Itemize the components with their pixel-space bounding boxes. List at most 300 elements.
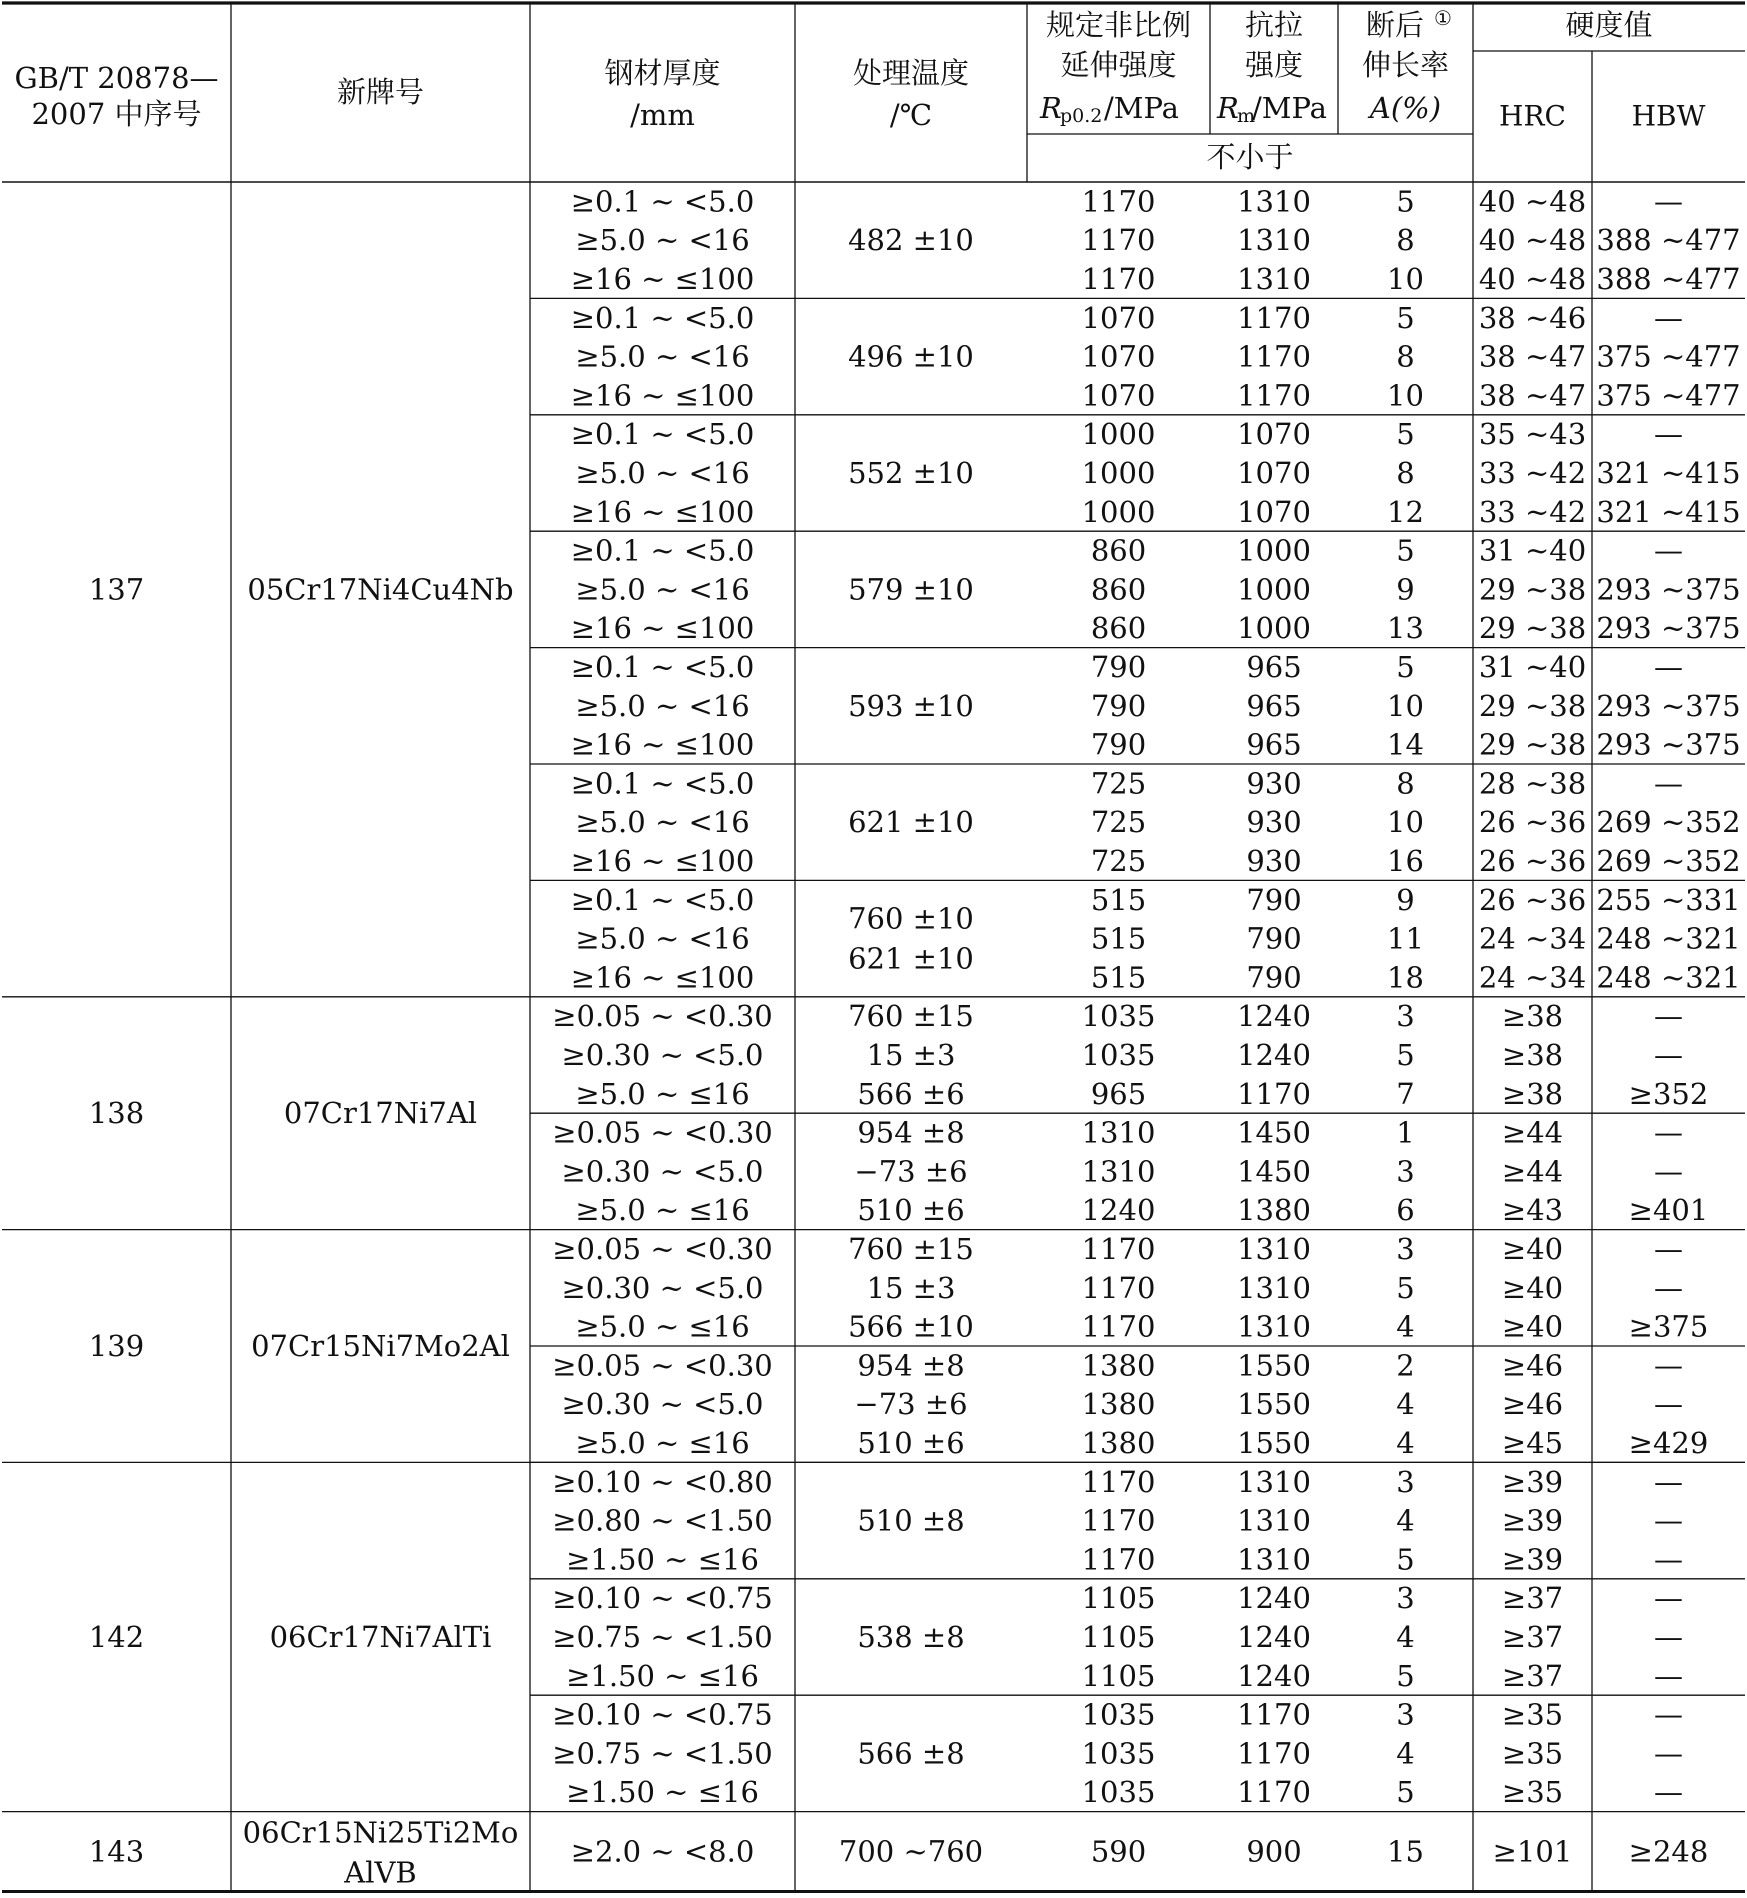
thickness-cell: ≥16 ~ ≤100 [570,378,755,413]
elongation-cell: 4 [1396,1503,1415,1538]
hbw-cell: 321 ~415 [1596,456,1741,490]
rp-cell: 515 [1090,921,1147,956]
hrc-cell: ≥40 [1501,1232,1564,1266]
hbw-cell: — [1654,1697,1683,1732]
header-seq-line2: 2007 中序号 [31,97,202,131]
hrc-cell: ≥38 [1501,999,1564,1034]
thickness-cell: ≥0.1 ~ <5.0 [570,417,755,452]
elongation-cell: 5 [1396,417,1415,452]
rm-cell: 790 [1246,921,1302,956]
header-elong-line1: 断后 [1365,8,1425,42]
rp-cell: 1170 [1081,1503,1156,1538]
elongation-cell: 5 [1396,1775,1415,1810]
header-hbw: HBW [1631,99,1706,133]
hrc-cell: ≥45 [1501,1426,1564,1460]
header-thickness-line2: /mm [630,98,695,132]
hbw-cell: 388 ~477 [1596,223,1741,258]
thickness-cell: ≥16 ~ ≤100 [570,262,755,296]
hrc-cell: ≥35 [1501,1775,1564,1810]
hbw-cell: 293 ~375 [1596,572,1741,607]
hrc-cell: 29 ~38 [1478,572,1587,607]
rp-cell: 1380 [1081,1426,1156,1460]
rm-cell: 1550 [1237,1426,1311,1460]
thickness-cell: ≥5.0 ~ <16 [575,339,750,374]
rp-cell: 1035 [1081,999,1156,1034]
hrc-cell: ≥101 [1492,1834,1573,1869]
elongation-cell: 4 [1396,1387,1415,1422]
temp-cell: 593 ±10 [848,688,974,723]
rm-cell: 1550 [1237,1387,1311,1422]
rm-cell: 1070 [1237,494,1311,529]
rm-cell: 790 [1246,882,1302,917]
thickness-cell: ≥5.0 ~ <16 [575,456,750,490]
rp-cell: 1380 [1081,1348,1156,1383]
header-grade: 新牌号 [336,75,425,109]
hrc-cell: 29 ~38 [1478,611,1587,646]
temp-cell: 954 ±8 [857,1348,965,1383]
elongation-cell: 5 [1396,650,1415,684]
hbw-cell: — [1654,1464,1683,1499]
hbw-cell: 248 ~321 [1596,960,1741,995]
rp-cell: 790 [1090,727,1147,762]
rm-cell: 1310 [1237,262,1311,296]
seq-cell: 143 [88,1834,145,1869]
hbw-cell: — [1654,533,1683,568]
hrc-cell: ≥39 [1501,1464,1564,1499]
elongation-cell: 9 [1396,882,1415,917]
header-rm-unit: /MPa [1252,91,1327,125]
hrc-cell: ≥38 [1501,1038,1564,1072]
header-rm-symbol: R [1217,91,1239,125]
temp-cell: 510 ±8 [857,1503,965,1538]
temp-cell: 510 ±6 [857,1426,965,1460]
rm-cell: 930 [1246,805,1302,840]
elongation-cell: 11 [1387,921,1424,956]
header-temp-line2: /℃ [889,98,933,132]
rm-cell: 965 [1246,650,1302,684]
grade-cell: 06Cr15Ni25Ti2Mo [242,1815,519,1850]
elongation-cell: 5 [1396,1542,1415,1577]
hbw-cell: ≥429 [1628,1426,1709,1460]
hbw-cell: — [1654,1038,1683,1072]
thickness-cell: ≥5.0 ~ <16 [575,223,750,258]
elongation-cell: 14 [1387,727,1424,762]
hrc-cell: ≥43 [1501,1193,1564,1228]
rm-cell: 1240 [1237,1038,1311,1072]
hrc-cell: 26 ~36 [1478,844,1587,878]
header-rp-subscript: p0.2 [1060,105,1103,127]
rm-cell: 1000 [1237,611,1311,646]
rp-cell: 1170 [1081,1270,1156,1305]
elongation-cell: 5 [1396,1038,1415,1072]
temp-cell: 538 ±8 [857,1620,965,1654]
hbw-cell: 269 ~352 [1596,844,1741,878]
hbw-cell: — [1654,1270,1683,1305]
rm-cell: 1310 [1237,223,1311,258]
thickness-cell: ≥5.0 ~ ≤16 [575,1309,750,1344]
rp-cell: 725 [1090,844,1147,878]
header-rp-unit: /MPa [1104,91,1179,125]
elongation-cell: 13 [1387,611,1424,646]
elongation-cell: 18 [1387,960,1424,995]
temp-cell: 552 ±10 [848,456,974,490]
elongation-cell: 8 [1396,766,1415,801]
rp-cell: 790 [1090,688,1147,723]
thickness-cell: ≥0.1 ~ <5.0 [570,184,755,219]
header-rm-line1: 抗拉 [1244,8,1304,42]
seq-cell: 137 [88,572,145,607]
rm-cell: 1310 [1237,1309,1311,1344]
thickness-cell: ≥0.75 ~ <1.50 [552,1736,773,1771]
header-temp-line1: 处理温度 [852,56,970,90]
rm-cell: 1000 [1237,533,1311,568]
hbw-cell: ≥375 [1628,1309,1709,1344]
hrc-cell: 24 ~34 [1478,921,1587,956]
hbw-cell: — [1654,1387,1683,1422]
hbw-cell: — [1654,1581,1683,1616]
rp-cell: 1000 [1081,456,1156,490]
thickness-cell: ≥1.50 ~ ≤16 [566,1542,759,1577]
rm-cell: 1240 [1237,1581,1311,1616]
hbw-cell: 293 ~375 [1596,727,1741,762]
temp-cell: 700 ~760 [838,1834,984,1869]
hbw-cell: 269 ~352 [1596,805,1741,840]
elongation-cell: 6 [1396,1193,1415,1228]
hrc-cell: ≥39 [1501,1542,1564,1577]
rp-cell: 1070 [1081,300,1156,335]
rp-cell: 790 [1090,650,1147,684]
rm-cell: 1450 [1237,1154,1311,1189]
hbw-cell: — [1654,1736,1683,1771]
rp-cell: 590 [1090,1834,1147,1869]
thickness-cell: ≥0.30 ~ <5.0 [561,1038,764,1072]
hrc-cell: 40 ~48 [1478,262,1587,296]
rp-cell: 1170 [1081,1232,1156,1266]
rm-cell: 1170 [1237,1076,1311,1111]
temp-cell: 566 ±10 [848,1309,974,1344]
rm-cell: 1170 [1237,1775,1311,1810]
thickness-cell: ≥0.80 ~ <1.50 [552,1503,773,1538]
hbw-cell: — [1654,1542,1683,1577]
rm-cell: 1170 [1237,378,1311,413]
thickness-cell: ≥0.30 ~ <5.0 [561,1270,764,1305]
thickness-cell: ≥0.1 ~ <5.0 [570,766,755,801]
elongation-cell: 3 [1396,1232,1415,1266]
rm-cell: 1070 [1237,456,1311,490]
hbw-cell: ≥401 [1628,1193,1709,1228]
temp-cell: 566 ±6 [857,1076,965,1111]
temp-cell: 621 ±10 [848,941,974,976]
hbw-cell: — [1654,184,1683,219]
hbw-cell: 293 ~375 [1596,688,1741,723]
rp-cell: 1170 [1081,1464,1156,1499]
hbw-cell: — [1654,300,1683,335]
rp-cell: 1035 [1081,1038,1156,1072]
elongation-cell: 15 [1387,1834,1424,1869]
elongation-cell: 8 [1396,456,1415,490]
elongation-cell: 1 [1396,1115,1415,1150]
elongation-cell: 5 [1396,1270,1415,1305]
hbw-cell: 388 ~477 [1596,262,1741,296]
thickness-cell: ≥2.0 ~ <8.0 [570,1834,755,1869]
hbw-cell: — [1654,1232,1683,1266]
temp-cell: 760 ±15 [848,999,974,1034]
temp-cell: 510 ±6 [857,1193,965,1228]
elongation-cell: 2 [1396,1348,1415,1383]
hrc-cell: 29 ~38 [1478,727,1587,762]
seq-cell: 139 [88,1329,145,1363]
elongation-cell: 16 [1387,844,1424,878]
header-rm-subscript: m [1237,105,1256,127]
rp-cell: 860 [1090,572,1147,607]
temp-cell: 760 ±10 [848,901,974,936]
hbw-cell: 293 ~375 [1596,611,1741,646]
rp-cell: 1000 [1081,494,1156,529]
hrc-cell: 33 ~42 [1478,494,1587,529]
rp-cell: 515 [1090,882,1147,917]
temp-cell: 954 ±8 [857,1115,965,1150]
rm-cell: 790 [1246,960,1302,995]
elongation-cell: 5 [1396,184,1415,219]
thickness-cell: ≥5.0 ~ ≤16 [575,1076,750,1111]
thickness-cell: ≥5.0 ~ ≤16 [575,1193,750,1228]
thickness-cell: ≥0.1 ~ <5.0 [570,533,755,568]
elongation-cell: 8 [1396,223,1415,258]
elongation-cell: 5 [1396,300,1415,335]
hbw-cell: 375 ~477 [1596,378,1741,413]
thickness-cell: ≥0.05 ~ <0.30 [552,1348,773,1383]
rm-cell: 1310 [1237,1270,1311,1305]
hrc-cell: 33 ~42 [1478,456,1587,490]
hrc-cell: ≥35 [1501,1697,1564,1732]
elongation-cell: 3 [1396,1464,1415,1499]
hrc-cell: 29 ~38 [1478,688,1587,723]
thickness-cell: ≥16 ~ ≤100 [570,611,755,646]
thickness-cell: ≥0.05 ~ <0.30 [552,999,773,1034]
hrc-cell: 26 ~36 [1478,805,1587,840]
elongation-cell: 4 [1396,1736,1415,1771]
hrc-cell: 38 ~46 [1478,300,1587,335]
hbw-cell: — [1654,1658,1683,1693]
hrc-cell: ≥37 [1501,1620,1564,1654]
thickness-cell: ≥0.30 ~ <5.0 [561,1387,764,1422]
hrc-cell: ≥38 [1501,1076,1564,1111]
rm-cell: 1170 [1237,339,1311,374]
rm-cell: 1170 [1237,1736,1311,1771]
hrc-cell: ≥46 [1501,1348,1564,1383]
rp-cell: 1105 [1081,1658,1156,1693]
rp-cell: 1000 [1081,417,1156,452]
hbw-cell: — [1654,1620,1683,1654]
hrc-cell: ≥46 [1501,1387,1564,1422]
rm-cell: 1170 [1237,1697,1311,1732]
hrc-cell: 40 ~48 [1478,184,1587,219]
footnote-marker: ① [1434,6,1452,30]
thickness-cell: ≥0.10 ~ <0.80 [552,1464,773,1499]
rp-cell: 1170 [1081,262,1156,296]
hbw-cell: — [1654,1115,1683,1150]
seq-cell: 142 [88,1620,145,1654]
rm-cell: 1240 [1237,1658,1311,1693]
hbw-cell: ≥352 [1628,1076,1709,1111]
thickness-cell: ≥5.0 ~ <16 [575,805,750,840]
grade-cell: 05Cr17Ni4Cu4Nb [247,572,514,607]
rm-cell: 1310 [1237,1542,1311,1577]
elongation-cell: 10 [1387,378,1424,413]
thickness-cell: ≥1.50 ~ ≤16 [566,1658,759,1693]
rm-cell: 1240 [1237,1620,1311,1654]
header-thickness-line1: 钢材厚度 [604,56,721,90]
rm-cell: 930 [1246,844,1302,878]
rp-cell: 1170 [1081,184,1156,219]
thickness-cell: ≥16 ~ ≤100 [570,494,755,529]
elongation-cell: 5 [1396,533,1415,568]
rp-cell: 1170 [1081,1542,1156,1577]
elongation-cell: 8 [1396,339,1415,374]
hrc-cell: ≥44 [1501,1115,1564,1150]
temp-cell: 579 ±10 [848,572,974,607]
hbw-cell: 255 ~331 [1596,882,1741,917]
header-min-note: 不小于 [1206,140,1294,174]
thickness-cell: ≥0.1 ~ <5.0 [570,300,755,335]
hrc-cell: 31 ~40 [1478,650,1587,684]
seq-cell: 138 [88,1096,145,1131]
elongation-cell: 3 [1396,999,1415,1034]
rm-cell: 965 [1246,688,1302,723]
hrc-cell: 40 ~48 [1478,223,1587,258]
rp-cell: 1070 [1081,339,1156,374]
thickness-cell: ≥16 ~ ≤100 [570,727,755,762]
hrc-cell: ≥40 [1501,1309,1564,1344]
hbw-cell: ≥248 [1628,1834,1709,1869]
header-rm-line2: 强度 [1244,48,1304,82]
rp-cell: 1310 [1081,1115,1156,1150]
thickness-cell: ≥5.0 ~ <16 [575,688,750,723]
thickness-cell: ≥0.1 ~ <5.0 [570,650,755,684]
temp-cell: 15 ±3 [866,1038,956,1072]
elongation-cell: 3 [1396,1581,1415,1616]
thickness-cell: ≥0.75 ~ <1.50 [552,1620,773,1654]
hbw-cell: — [1654,1154,1683,1189]
rm-cell: 965 [1246,727,1302,762]
rp-cell: 1035 [1081,1775,1156,1810]
temp-cell: −73 ±6 [854,1387,968,1422]
hrc-cell: 28 ~38 [1478,766,1587,801]
rp-cell: 1105 [1081,1620,1156,1654]
hbw-cell: 375 ~477 [1596,339,1741,374]
elongation-cell: 12 [1387,494,1424,529]
thickness-cell: ≥0.10 ~ <0.75 [552,1581,773,1616]
header-hrc: HRC [1499,99,1566,133]
elongation-cell: 3 [1396,1697,1415,1732]
hbw-cell: — [1654,1503,1683,1538]
thickness-cell: ≥0.10 ~ <0.75 [552,1697,773,1732]
temp-cell: 566 ±8 [857,1736,965,1771]
hrc-cell: ≥37 [1501,1658,1564,1693]
elongation-cell: 9 [1396,572,1415,607]
thickness-cell: ≥0.05 ~ <0.30 [552,1232,773,1266]
hrc-cell: 35 ~43 [1478,417,1587,452]
rp-cell: 725 [1090,766,1147,801]
rp-cell: 1380 [1081,1387,1156,1422]
rm-cell: 1450 [1237,1115,1311,1150]
rm-cell: 1380 [1237,1193,1311,1228]
header-rp-line2: 延伸强度 [1060,48,1177,82]
thickness-cell: ≥5.0 ~ <16 [575,921,750,956]
hrc-cell: 38 ~47 [1478,339,1587,374]
thickness-cell: ≥0.05 ~ <0.30 [552,1115,773,1150]
hbw-cell: — [1654,1775,1683,1810]
rm-cell: 900 [1246,1834,1302,1869]
hbw-cell: — [1654,650,1683,684]
hrc-cell: ≥40 [1501,1270,1564,1305]
thickness-cell: ≥16 ~ ≤100 [570,960,755,995]
hbw-cell: — [1654,1348,1683,1383]
elongation-cell: 4 [1396,1620,1415,1654]
grade-cell: 07Cr17Ni7Al [283,1096,478,1131]
hrc-cell: 31 ~40 [1478,533,1587,568]
elongation-cell: 3 [1396,1154,1415,1189]
grade-cell: AlVB [344,1855,417,1890]
thickness-cell: ≥1.50 ~ ≤16 [566,1775,759,1810]
rp-cell: 1035 [1081,1736,1156,1771]
hrc-cell: ≥37 [1501,1581,1564,1616]
thickness-cell: ≥0.1 ~ <5.0 [570,882,755,917]
rm-cell: 1000 [1237,572,1311,607]
rp-cell: 515 [1090,960,1147,995]
elongation-cell: 7 [1396,1076,1415,1111]
temp-cell: 482 ±10 [848,223,974,258]
thickness-cell: ≥5.0 ~ ≤16 [575,1426,750,1460]
rm-cell: 930 [1246,766,1302,801]
header-rp-symbol: R [1040,91,1062,125]
hbw-cell: — [1654,417,1683,452]
rm-cell: 1310 [1237,1464,1311,1499]
thickness-cell: ≥5.0 ~ <16 [575,572,750,607]
rp-cell: 965 [1090,1076,1147,1111]
hbw-cell: — [1654,999,1683,1034]
hrc-cell: 38 ~47 [1478,378,1587,413]
temp-cell: 621 ±10 [848,805,974,840]
thickness-cell: ≥0.30 ~ <5.0 [561,1154,764,1189]
header-rp-line1: 规定非比例 [1045,8,1192,42]
rp-cell: 1240 [1081,1193,1156,1228]
rp-cell: 1035 [1081,1697,1156,1732]
hrc-cell: 24 ~34 [1478,960,1587,995]
grade-cell: 07Cr15Ni7Mo2Al [251,1329,510,1363]
rm-cell: 1550 [1237,1348,1311,1383]
thickness-cell: ≥16 ~ ≤100 [570,844,755,878]
hrc-cell: ≥35 [1501,1736,1564,1771]
rp-cell: 860 [1090,611,1147,646]
rm-cell: 1310 [1237,184,1311,219]
hbw-cell: 248 ~321 [1596,921,1741,956]
temp-cell: 496 ±10 [848,339,974,374]
temp-cell: 15 ±3 [866,1270,956,1305]
rp-cell: 1070 [1081,378,1156,413]
elongation-cell: 4 [1396,1309,1415,1344]
hrc-cell: ≥39 [1501,1503,1564,1538]
rp-cell: 860 [1090,533,1147,568]
rm-cell: 1070 [1237,417,1311,452]
hrc-cell: ≥44 [1501,1154,1564,1189]
header-hardness: 硬度值 [1565,8,1653,42]
rp-cell: 725 [1090,805,1147,840]
rp-cell: 1105 [1081,1581,1156,1616]
header-seq-line1: GB/T 20878— [14,61,219,95]
header-elong-line2: 伸长率 [1361,48,1450,82]
elongation-cell: 10 [1387,805,1424,840]
